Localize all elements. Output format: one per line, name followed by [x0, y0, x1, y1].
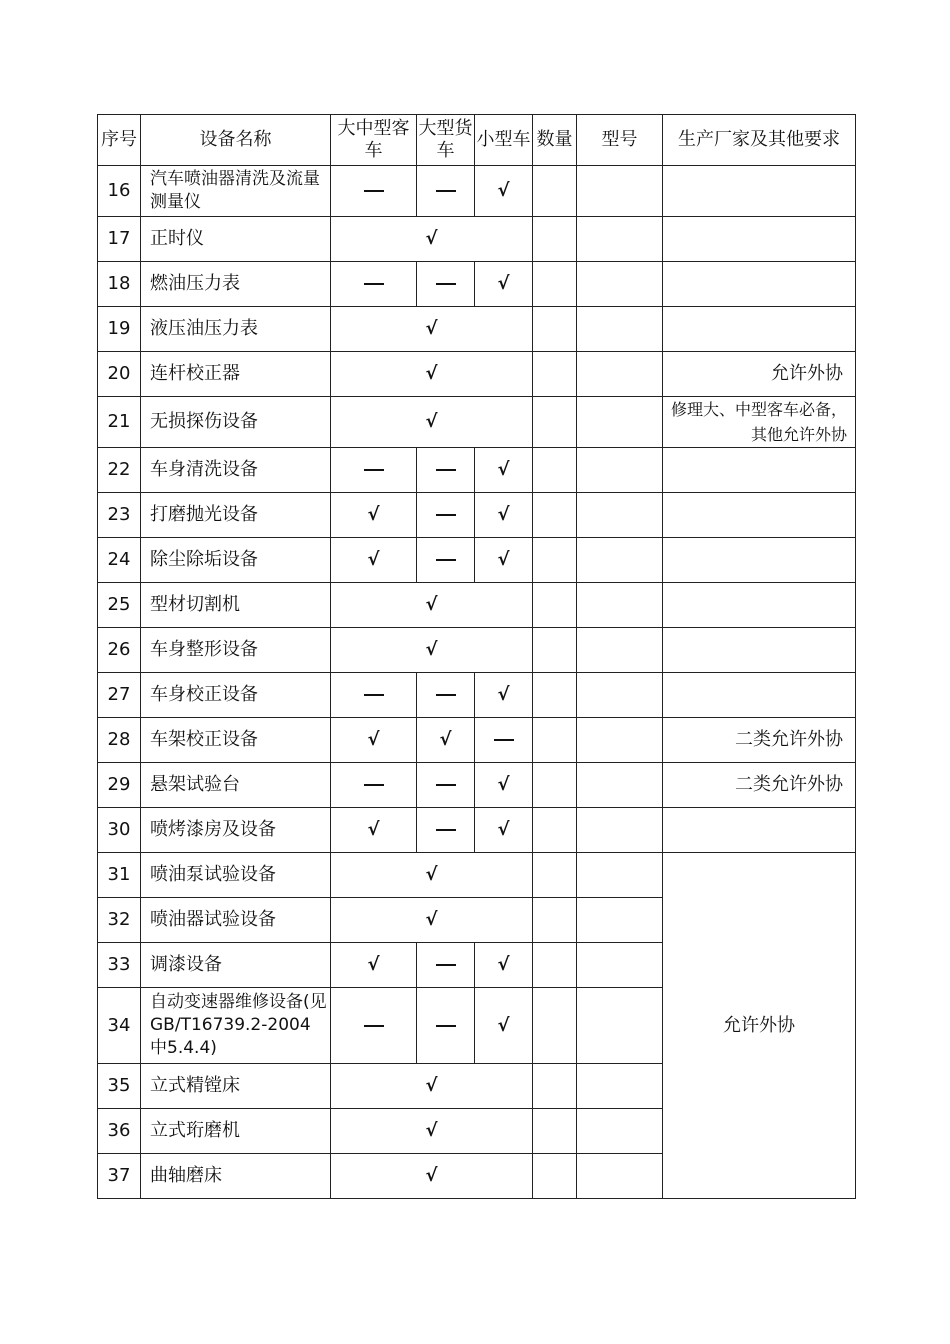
equipment-name: 车身整形设备 [141, 628, 331, 673]
check-mark: √ [367, 504, 380, 525]
row-number: 26 [98, 628, 141, 673]
check-mark: √ [425, 864, 438, 885]
quantity-cell [533, 262, 577, 307]
not-applicable-dash [436, 829, 456, 831]
equipment-name: 无损探伤设备 [141, 397, 331, 448]
row-number: 17 [98, 217, 141, 262]
equipment-name: 汽车喷油器清洗及流量测量仪 [141, 166, 331, 217]
quantity-cell [533, 898, 577, 943]
large-medium-bus-cell [331, 988, 417, 1064]
model-cell [577, 898, 663, 943]
check-mark: √ [497, 459, 510, 480]
check-mark: √ [497, 1014, 510, 1036]
large-medium-bus-cell [331, 538, 417, 583]
quantity-cell [533, 1154, 577, 1199]
not-applicable-dash [364, 283, 384, 285]
row-number: 19 [98, 307, 141, 352]
small-car-cell [475, 673, 533, 718]
model-cell [577, 1154, 663, 1199]
equipment-name: 液压油压力表 [141, 307, 331, 352]
maker-requirement-cell [663, 583, 856, 628]
table-row [98, 448, 856, 493]
maker-requirement-cell [663, 448, 856, 493]
maker-requirement-cell: 修理大、中型客车必备，其他允许外协 [663, 397, 856, 448]
quantity-cell [533, 1109, 577, 1154]
quantity-cell [533, 1064, 577, 1109]
model-cell [577, 628, 663, 673]
equipment-name: 车架校正设备 [141, 718, 331, 763]
equipment-name: 型材切割机 [141, 583, 331, 628]
check-mark: √ [367, 729, 380, 750]
maker-requirement-cell [663, 217, 856, 262]
header-quantity: 数量 [533, 115, 577, 166]
check-mark: √ [425, 639, 438, 660]
row-number: 36 [98, 1109, 141, 1154]
model-cell [577, 1064, 663, 1109]
not-applicable-dash [436, 1025, 456, 1027]
quantity-cell [533, 808, 577, 853]
model-cell [577, 262, 663, 307]
model-cell [577, 307, 663, 352]
equipment-name: 曲轴磨床 [141, 1154, 331, 1199]
not-applicable-dash [364, 784, 384, 786]
header-large-medium-bus: 大中型客车 [331, 115, 417, 166]
not-applicable-dash [436, 514, 456, 516]
table-row [98, 628, 856, 673]
header-model: 型号 [577, 115, 663, 166]
large-truck-cell [417, 538, 475, 583]
table-row [98, 673, 856, 718]
large-truck-cell [417, 166, 475, 217]
shared-outsourcing-note: 允许外协 [663, 853, 856, 1199]
table-row [98, 397, 856, 448]
row-number: 21 [98, 397, 141, 448]
equipment-name: 喷烤漆房及设备 [141, 808, 331, 853]
quantity-cell [533, 583, 577, 628]
quantity-cell [533, 352, 577, 397]
model-cell [577, 943, 663, 988]
quantity-cell [533, 628, 577, 673]
large-medium-bus-cell [331, 166, 417, 217]
check-mark: √ [497, 549, 510, 570]
row-number: 28 [98, 718, 141, 763]
large-truck-cell [417, 763, 475, 808]
check-mark: √ [425, 1120, 438, 1141]
check-mark: √ [367, 954, 380, 975]
row-number: 23 [98, 493, 141, 538]
model-cell [577, 583, 663, 628]
applicable-all-types [331, 1154, 533, 1199]
large-medium-bus-cell [331, 808, 417, 853]
row-number: 32 [98, 898, 141, 943]
table-row [98, 217, 856, 262]
maker-requirement-cell: 允许外协 [663, 352, 856, 397]
not-applicable-dash [436, 283, 456, 285]
small-car-cell [475, 943, 533, 988]
not-applicable-dash [364, 190, 384, 192]
quantity-cell [533, 673, 577, 718]
not-applicable-dash [364, 469, 384, 471]
equipment-name: 燃油压力表 [141, 262, 331, 307]
quantity-cell [533, 988, 577, 1064]
quantity-cell [533, 397, 577, 448]
model-cell [577, 988, 663, 1064]
table-row [98, 718, 856, 763]
table-body [98, 166, 856, 1199]
row-number: 20 [98, 352, 141, 397]
quantity-cell [533, 166, 577, 217]
not-applicable-dash [436, 559, 456, 561]
large-truck-cell [417, 493, 475, 538]
equipment-name: 正时仪 [141, 217, 331, 262]
large-truck-cell [417, 988, 475, 1064]
quantity-cell [533, 448, 577, 493]
small-car-cell [475, 763, 533, 808]
maker-requirement-cell [663, 673, 856, 718]
maker-requirement-cell [663, 262, 856, 307]
header-maker-requirements: 生产厂家及其他要求 [663, 115, 856, 166]
applicable-all-types [331, 307, 533, 352]
small-car-cell [475, 538, 533, 583]
model-cell [577, 808, 663, 853]
not-applicable-dash [436, 190, 456, 192]
maker-requirement-cell [663, 166, 856, 217]
equipment-name: 立式珩磨机 [141, 1109, 331, 1154]
large-medium-bus-cell [331, 718, 417, 763]
maker-requirement-cell: 二类允许外协 [663, 718, 856, 763]
large-truck-cell [417, 808, 475, 853]
equipment-name: 喷油器试验设备 [141, 898, 331, 943]
check-mark: √ [497, 819, 510, 840]
check-mark: √ [497, 774, 510, 795]
model-cell [577, 166, 663, 217]
large-truck-cell [417, 262, 475, 307]
small-car-cell [475, 988, 533, 1064]
quantity-cell [533, 943, 577, 988]
check-mark: √ [367, 549, 380, 570]
equipment-name: 悬架试验台 [141, 763, 331, 808]
applicable-all-types [331, 898, 533, 943]
applicable-all-types [331, 352, 533, 397]
equipment-name: 车身清洗设备 [141, 448, 331, 493]
row-number: 18 [98, 262, 141, 307]
equipment-table [97, 114, 856, 1199]
table-row [98, 808, 856, 853]
check-mark: √ [367, 819, 380, 840]
row-number: 29 [98, 763, 141, 808]
applicable-all-types [331, 853, 533, 898]
small-car-cell [475, 808, 533, 853]
not-applicable-dash [436, 469, 456, 471]
row-number: 30 [98, 808, 141, 853]
check-mark: √ [425, 363, 438, 384]
quantity-cell [533, 217, 577, 262]
maker-requirement-cell: 二类允许外协 [663, 763, 856, 808]
row-number: 37 [98, 1154, 141, 1199]
small-car-cell [475, 493, 533, 538]
equipment-name: 除尘除垢设备 [141, 538, 331, 583]
model-cell [577, 217, 663, 262]
maker-requirement-cell [663, 493, 856, 538]
not-applicable-dash [364, 694, 384, 696]
model-cell [577, 673, 663, 718]
not-applicable-dash [436, 964, 456, 966]
quantity-cell [533, 307, 577, 352]
applicable-all-types [331, 583, 533, 628]
model-cell [577, 718, 663, 763]
small-car-cell [475, 718, 533, 763]
row-number: 34 [98, 988, 141, 1064]
model-cell [577, 352, 663, 397]
row-number: 27 [98, 673, 141, 718]
quantity-cell [533, 493, 577, 538]
equipment-name: 车身校正设备 [141, 673, 331, 718]
applicable-all-types [331, 628, 533, 673]
header-large-truck: 大型货车 [417, 115, 475, 166]
table-row [98, 493, 856, 538]
check-mark: √ [497, 504, 510, 525]
check-mark: √ [439, 729, 452, 750]
table-header-row [98, 115, 856, 166]
row-number: 22 [98, 448, 141, 493]
large-medium-bus-cell [331, 448, 417, 493]
model-cell [577, 853, 663, 898]
header-small-car: 小型车 [475, 115, 533, 166]
check-mark: √ [425, 228, 438, 249]
check-mark: √ [425, 594, 438, 615]
quantity-cell [533, 718, 577, 763]
header-no: 序号 [98, 115, 141, 166]
large-truck-cell [417, 718, 475, 763]
small-car-cell [475, 448, 533, 493]
check-mark: √ [425, 1165, 438, 1186]
header-name: 设备名称 [141, 115, 331, 166]
large-medium-bus-cell [331, 673, 417, 718]
table-row [98, 166, 856, 217]
check-mark: √ [425, 411, 438, 432]
not-applicable-dash [436, 694, 456, 696]
large-truck-cell [417, 943, 475, 988]
check-mark: √ [497, 684, 510, 705]
table-row [98, 352, 856, 397]
maker-requirement-cell [663, 808, 856, 853]
equipment-name: 自动变速器维修设备(见GB/T16739.2-2004 中5.4.4) [141, 988, 331, 1064]
equipment-name: 喷油泵试验设备 [141, 853, 331, 898]
row-number: 31 [98, 853, 141, 898]
not-applicable-dash [494, 739, 514, 741]
table-row [98, 538, 856, 583]
large-truck-cell [417, 448, 475, 493]
check-mark: √ [425, 318, 438, 339]
row-number: 24 [98, 538, 141, 583]
quantity-cell [533, 853, 577, 898]
applicable-all-types [331, 217, 533, 262]
large-medium-bus-cell [331, 943, 417, 988]
model-cell [577, 538, 663, 583]
table-row [98, 583, 856, 628]
row-number: 16 [98, 166, 141, 217]
maker-requirement-cell [663, 628, 856, 673]
model-cell [577, 397, 663, 448]
large-medium-bus-cell [331, 763, 417, 808]
equipment-name: 打磨抛光设备 [141, 493, 331, 538]
small-car-cell [475, 166, 533, 217]
quantity-cell [533, 538, 577, 583]
check-mark: √ [425, 909, 438, 930]
row-number: 33 [98, 943, 141, 988]
check-mark: √ [497, 180, 510, 201]
large-medium-bus-cell [331, 493, 417, 538]
check-mark: √ [425, 1075, 438, 1096]
row-number: 25 [98, 583, 141, 628]
table-row [98, 262, 856, 307]
check-mark: √ [497, 954, 510, 975]
model-cell [577, 448, 663, 493]
applicable-all-types [331, 397, 533, 448]
maker-requirement-cell [663, 307, 856, 352]
equipment-name: 调漆设备 [141, 943, 331, 988]
applicable-all-types [331, 1109, 533, 1154]
large-medium-bus-cell [331, 262, 417, 307]
row-number: 35 [98, 1064, 141, 1109]
applicable-all-types [331, 1064, 533, 1109]
table-row [98, 763, 856, 808]
large-truck-cell [417, 673, 475, 718]
not-applicable-dash [436, 784, 456, 786]
maker-requirement-cell [663, 538, 856, 583]
check-mark: √ [497, 273, 510, 294]
model-cell [577, 763, 663, 808]
quantity-cell [533, 763, 577, 808]
equipment-name: 立式精镗床 [141, 1064, 331, 1109]
not-applicable-dash [364, 1025, 384, 1027]
model-cell [577, 1109, 663, 1154]
small-car-cell [475, 262, 533, 307]
model-cell [577, 493, 663, 538]
table-row [98, 307, 856, 352]
table-row [98, 853, 856, 898]
equipment-name: 连杆校正器 [141, 352, 331, 397]
